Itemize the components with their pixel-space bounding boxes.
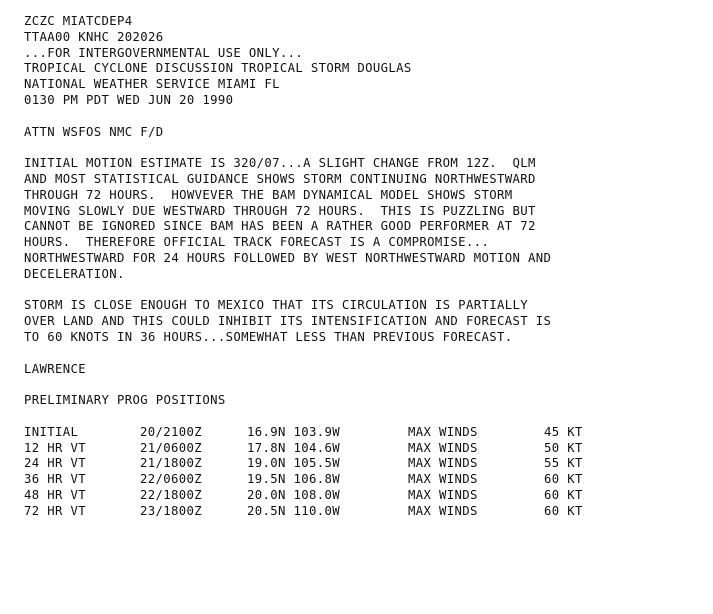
forecaster-signature: LAWRENCE [24,361,87,376]
paragraph-line: HOURS. THEREFORE OFFICIAL TRACK FORECAST IS A COMPROMISE... [24,235,490,250]
position-coords: 19.0N 105.5W [247,456,341,471]
position-label: INITIAL [24,424,79,439]
paragraph-line: DECELERATION. [24,266,125,281]
header-line: TROPICAL CYCLONE DISCUSSION TROPICAL STORM DOUGLAS [24,61,412,76]
spacer [24,109,704,125]
paragraph-line: AND MOST STATISTICAL GUIDANCE SHOWS STORM CONTINUING NORTHWESTWARD [24,171,536,186]
header-line: NATIONAL WEATHER SERVICE MIAMI FL [24,77,280,92]
spacer [24,140,704,156]
paragraph-line: THROUGH 72 HOURS. HOWVEVER THE BAM DYNAMICAL MODEL SHOWS STORM [24,187,513,202]
paragraph-line: MOVING SLOWLY DUE WESTWARD THROUGH 72 HOURS. THIS IS PUZZLING BUT [24,203,536,218]
winds-label: MAX WINDS [408,440,478,455]
positions-table [24,425,704,520]
position-time: 21/0600Z [140,440,203,455]
winds-value: 55 KT [544,456,583,471]
discussion-document [24,14,704,520]
position-coords: 16.9N 103.9W [247,424,341,439]
position-label: 24 HR VT [24,456,87,471]
position-label: 12 HR VT [24,440,87,455]
spacer [24,283,704,299]
spacer [24,409,704,425]
position-row [24,456,704,472]
winds-value: 60 KT [544,503,583,518]
header-line: ZCZC MIATCDEP4 [24,14,133,28]
attn-line: ATTN WSFOS NMC F/D [24,124,164,139]
position-time: 23/1800Z [140,503,203,518]
position-coords: 17.8N 104.6W [247,440,341,455]
position-label: 48 HR VT [24,487,87,502]
winds-label: MAX WINDS [408,456,478,471]
winds-label: MAX WINDS [408,487,478,502]
position-time: 22/1800Z [140,487,203,502]
spacer [24,377,704,393]
position-time: 20/2100Z [140,424,203,439]
paragraph-line: CANNOT BE IGNORED SINCE BAM HAS BEEN A RATHER GOOD PERFORMER AT 72 [24,219,536,234]
paragraph-line: NORTHWESTWARD FOR 24 HOURS FOLLOWED BY WEST NORTHWESTWARD MOTION AND [24,250,552,265]
position-time: 21/1800Z [140,456,203,471]
position-row [24,504,704,520]
winds-label: MAX WINDS [408,424,478,439]
position-label: 72 HR VT [24,503,87,518]
paragraph-line: INITIAL MOTION ESTIMATE IS 320/07...A SLIGHT CHANGE FROM 12Z. QLM [24,156,536,171]
paragraph-line: STORM IS CLOSE ENOUGH TO MEXICO THAT ITS CIRCULATION IS PARTIALLY [24,298,528,313]
header-line: ...FOR INTERGOVERNMENTAL USE ONLY... [24,45,304,60]
paragraph-motion [24,156,704,282]
paragraph-line: TO 60 KNOTS IN 36 HOURS...SOMEWHAT LESS THAN PREVIOUS FORECAST. [24,329,513,344]
header-block [24,14,704,109]
spacer [24,346,704,362]
position-coords: 20.5N 110.0W [247,503,341,518]
position-coords: 19.5N 106.8W [247,472,341,487]
header-line: TTAA00 KNHC 202026 [24,29,164,44]
position-row [24,472,704,488]
paragraph-intensity [24,298,704,345]
winds-value: 60 KT [544,472,583,487]
header-line: 0130 PM PDT WED JUN 20 1990 [24,92,234,107]
winds-label: MAX WINDS [408,472,478,487]
position-row [24,441,704,457]
position-coords: 20.0N 108.0W [247,487,341,502]
paragraph-line: OVER LAND AND THIS COULD INHIBIT ITS INTENSIFICATION AND FORECAST IS [24,314,552,329]
winds-label: MAX WINDS [408,503,478,518]
positions-title: PRELIMINARY PROG POSITIONS [24,393,226,408]
position-row [24,488,704,504]
winds-value: 45 KT [544,424,583,439]
winds-value: 60 KT [544,487,583,502]
position-row [24,425,704,441]
position-label: 36 HR VT [24,472,87,487]
winds-value: 50 KT [544,440,583,455]
position-time: 22/0600Z [140,472,203,487]
